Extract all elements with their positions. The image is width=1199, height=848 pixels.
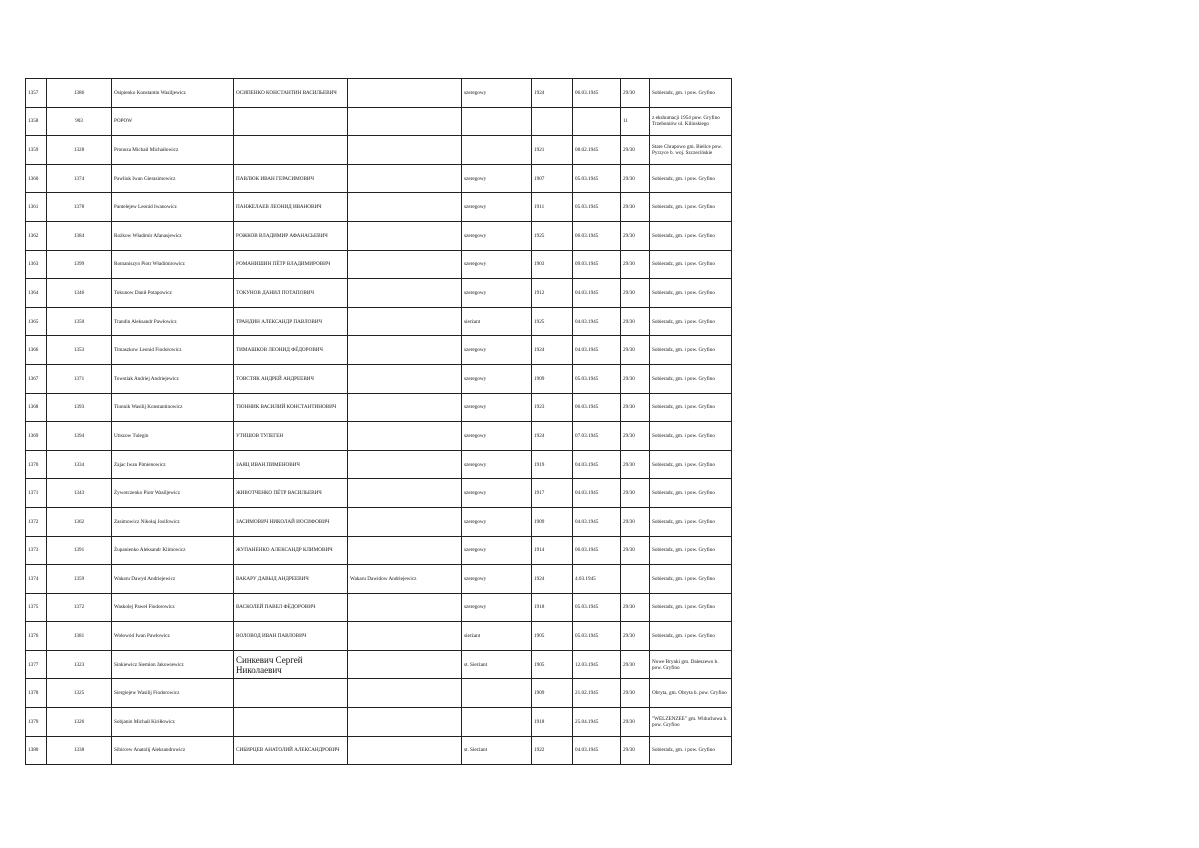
cell-name-russian: ТЮННИК ВАСИЛИЙ КОНСТАНТИНОВИЧ [234, 393, 348, 422]
cell-name-russian: ЖУПАНЕНКО АЛЕКСАНДР КЛИМОВИЧ [234, 536, 348, 565]
table-row [26, 393, 732, 422]
cell-rank [462, 708, 532, 737]
cell-name-polish: Wołowód Iwan Pawłowicz [112, 622, 234, 651]
cell-lp: 1369 [26, 422, 47, 451]
cell-record-number: 1371 [47, 364, 112, 393]
cell-rank: st. Sierżant [462, 650, 532, 679]
cell-record-number: 1374 [47, 164, 112, 193]
cell-record-number: 1362 [47, 507, 112, 536]
cell-alternate-name [348, 593, 462, 622]
cell-birth-year: 1907 [532, 164, 573, 193]
cell-lp: 1377 [26, 650, 47, 679]
cell-record-number: 1378 [47, 193, 112, 222]
table-row [26, 307, 732, 336]
cell-name-polish: Waskolej Paweł Fiodorowicz [112, 593, 234, 622]
cell-name-russian [234, 136, 348, 165]
table-row [26, 250, 732, 279]
cell-lp: 1379 [26, 708, 47, 737]
table-row [26, 650, 732, 679]
table-row [26, 193, 732, 222]
cell-record-number: 1350 [47, 307, 112, 336]
cell-rank [462, 107, 532, 136]
cell-birth-year: 1925 [532, 307, 573, 336]
cell-rank: szeregowy [462, 593, 532, 622]
table-row [26, 736, 732, 765]
table-row [26, 708, 732, 737]
cell-name-russian: ВОЛОВОД ИВАН ПАВЛОВИЧ [234, 622, 348, 651]
cell-burial-place: z ekshumacji 1954 pow. Gryfino Trzebuniów ul. Kilinskiego [650, 107, 732, 136]
cell-burial-place: "WELZENZEE" gm. Widuchowa b. pow. Gryfino [650, 708, 732, 737]
cell-burial-place: Sobieradz, gm. i pow. Gryfino [650, 507, 732, 536]
cell-name-russian: ТОКУНОВ ДАНИЛ ПОТАПОВИЧ [234, 279, 348, 308]
cell-death-date: 04.03.1945 [573, 736, 621, 765]
cell-name-russian [234, 679, 348, 708]
table-row [26, 136, 732, 165]
cell-birth-year: 1924 [532, 79, 573, 108]
cell-name-russian: СИБИРЦЕВ АНАТОЛИЙ АЛЕКСАНДРОВИЧ [234, 736, 348, 765]
cell-name-russian: ПАНЖЕЛАЕВ ЛЕОНИД ИВАНОВИЧ [234, 193, 348, 222]
cell-lp: 1362 [26, 221, 47, 250]
cell-grave-number: 29/30 [621, 736, 650, 765]
cell-death-date: 05.03.1945 [573, 364, 621, 393]
cell-rank: szeregowy [462, 479, 532, 508]
cell-death-date: 04.03.1945 [573, 307, 621, 336]
cell-burial-place: Sobieradz, gm. i pow. Gryfino [650, 364, 732, 393]
cell-death-date: 05.03.1945 [573, 593, 621, 622]
cell-lp: 1365 [26, 307, 47, 336]
cell-grave-number: 29/30 [621, 336, 650, 365]
cell-birth-year: 1903 [532, 250, 573, 279]
cell-name-russian: ТОВСТЯК АНДРЕЙ АНДРЕЕВИЧ [234, 364, 348, 393]
cell-alternate-name [348, 79, 462, 108]
table-row [26, 450, 732, 479]
cell-lp: 1371 [26, 479, 47, 508]
table-row [26, 221, 732, 250]
cell-name-polish: Pronoza Michail Michaiłowicz [112, 136, 234, 165]
cell-record-number: 1334 [47, 450, 112, 479]
cell-rank: szeregowy [462, 422, 532, 451]
cell-name-polish: Pantelejew Leonid Iwanowicz [112, 193, 234, 222]
table-row [26, 507, 732, 536]
cell-birth-year: 1923 [532, 393, 573, 422]
cell-grave-number: 11 [621, 107, 650, 136]
cell-burial-place: Sobieradz, gm. i pow. Gryfino [650, 164, 732, 193]
cell-name-polish: Rożkow Władimir Afanasjewicz [112, 221, 234, 250]
cell-birth-year: 1909 [532, 364, 573, 393]
cell-rank: szeregowy [462, 450, 532, 479]
cell-name-russian: Синкевич Сергей Николаевич [234, 650, 348, 679]
table-row [26, 679, 732, 708]
cell-record-number: 903 [47, 107, 112, 136]
cell-alternate-name [348, 164, 462, 193]
cell-alternate-name [348, 364, 462, 393]
cell-death-date [573, 107, 621, 136]
table-row [26, 536, 732, 565]
cell-burial-place: Sobieradz, gm. i pow. Gryfino [650, 193, 732, 222]
cell-name-russian: ТИМАШКОВ ЛЕОНИД ФЁДОРОВИЧ [234, 336, 348, 365]
cell-death-date: 04.03.1945 [573, 507, 621, 536]
cell-name-russian: ЖИВОТЧЕНКО ПЁТР ВАСИЛЬЕВИЧ [234, 479, 348, 508]
cell-rank: szeregowy [462, 164, 532, 193]
cell-grave-number: 29/30 [621, 250, 650, 279]
cell-grave-number: 29/30 [621, 164, 650, 193]
cell-lp: 1376 [26, 622, 47, 651]
cell-rank: sierżant [462, 307, 532, 336]
cell-rank: szeregowy [462, 79, 532, 108]
cell-lp: 1378 [26, 679, 47, 708]
cell-name-polish: Osipienko Konstantin Wasiljewicz [112, 79, 234, 108]
cell-death-date: 07.03.1945 [573, 422, 621, 451]
cell-birth-year: 1925 [532, 221, 573, 250]
cell-lp: 1360 [26, 164, 47, 193]
cell-record-number: 1359 [47, 565, 112, 594]
cell-death-date: 12.03.1945 [573, 650, 621, 679]
cell-name-polish: Sibircew Anatolij Aleksandrowicz [112, 736, 234, 765]
cell-death-date: 08.02.1945 [573, 136, 621, 165]
cell-name-russian [234, 708, 348, 737]
cell-rank: szeregowy [462, 393, 532, 422]
cell-record-number: 1346 [47, 279, 112, 308]
cell-birth-year: 1914 [532, 536, 573, 565]
cell-burial-place: Stare Chrapowo gm. Bielice pow. Pyrzyce b. woj. Szczecińskie [650, 136, 732, 165]
cell-record-number: 1391 [47, 536, 112, 565]
cell-burial-place: Sobieradz, gm. i pow. Gryfino [650, 279, 732, 308]
cell-name-polish: Utiszow Tulegin [112, 422, 234, 451]
cell-rank [462, 679, 532, 708]
cell-grave-number: 29/30 [621, 393, 650, 422]
cell-grave-number: 29/30 [621, 479, 650, 508]
table-row [26, 79, 732, 108]
cell-name-polish: Sobjanin Michaił Kiriłłowicz [112, 708, 234, 737]
cell-birth-year: 1911 [532, 193, 573, 222]
cell-death-date: 04.03.1945 [573, 479, 621, 508]
cell-grave-number: 29/30 [621, 507, 650, 536]
cell-burial-place: Sobieradz, gm. i pow. Gryfino [650, 79, 732, 108]
table-row [26, 479, 732, 508]
cell-birth-year: 1909 [532, 507, 573, 536]
table-row [26, 336, 732, 365]
cell-alternate-name [348, 107, 462, 136]
cell-name-russian [234, 107, 348, 136]
cell-grave-number: 29/30 [621, 593, 650, 622]
cell-record-number: 1381 [47, 622, 112, 651]
cell-birth-year: 1922 [532, 736, 573, 765]
cell-name-russian: РОМАНИШИН ПЁТР ВЛАДИМИРОВИЧ [234, 250, 348, 279]
table-row [26, 279, 732, 308]
cell-alternate-name [348, 193, 462, 222]
cell-name-polish: Żywotczenko Piotr Wasiljewicz [112, 479, 234, 508]
table-row [26, 622, 732, 651]
cell-alternate-name [348, 307, 462, 336]
cell-name-polish: POPOW [112, 107, 234, 136]
cell-death-date: 05.03.1945 [573, 622, 621, 651]
cell-alternate-name [348, 679, 462, 708]
table-row [26, 164, 732, 193]
cell-name-polish: Timaszkow Leonid Fiodorowicz [112, 336, 234, 365]
cell-lp: 1357 [26, 79, 47, 108]
cell-burial-place: Sobieradz, gm. i pow. Gryfino [650, 536, 732, 565]
cell-rank: szeregowy [462, 336, 532, 365]
cell-record-number: 1326 [47, 708, 112, 737]
cell-name-polish: Pawliuk Iwan Gierasimowicz [112, 164, 234, 193]
cell-grave-number: 29/30 [621, 536, 650, 565]
cell-birth-year: 1924 [532, 336, 573, 365]
cell-rank: szeregowy [462, 279, 532, 308]
cell-name-russian: ОСИПЕНКО КОНСТАНТИН ВАСИЛЬЕВИЧ [234, 79, 348, 108]
cell-grave-number: 29/30 [621, 364, 650, 393]
cell-burial-place: Sobieradz, gm. i pow. Gryfino [650, 393, 732, 422]
cell-alternate-name [348, 136, 462, 165]
cell-rank: szeregowy [462, 193, 532, 222]
cell-burial-place: Sobieradz, gm. i pow. Gryfino [650, 307, 732, 336]
cell-rank: st. Sierżant [462, 736, 532, 765]
cell-record-number: 1394 [47, 422, 112, 451]
cell-record-number: 1399 [47, 250, 112, 279]
cell-alternate-name [348, 250, 462, 279]
cell-burial-place: Sobieradz, gm. i pow. Gryfino [650, 622, 732, 651]
cell-record-number: 1323 [47, 650, 112, 679]
cell-alternate-name [348, 450, 462, 479]
cell-grave-number [621, 565, 650, 594]
cell-grave-number: 29/30 [621, 221, 650, 250]
cell-birth-year: 1909 [532, 679, 573, 708]
cell-record-number: 1338 [47, 736, 112, 765]
cell-name-polish: Trandin Aleksandr Pawłowicz [112, 307, 234, 336]
cell-death-date: 06.03.1945 [573, 221, 621, 250]
table-row [26, 107, 732, 136]
cell-burial-place: Sobieradz, gm. i pow. Gryfino [650, 336, 732, 365]
cell-alternate-name [348, 507, 462, 536]
cell-birth-year: 1921 [532, 136, 573, 165]
cell-burial-place: Nowe Brynki gm. Daleszewo b. pow. Gryfino [650, 650, 732, 679]
table-row [26, 422, 732, 451]
cell-name-russian: ТРАНДИН АЛЕКСАНДР ПАВЛОВИЧ [234, 307, 348, 336]
cell-lp: 1373 [26, 536, 47, 565]
cell-record-number: 1372 [47, 593, 112, 622]
cell-name-russian: ВАКАРУ ДАВЫД АНДРЕЕВИЧ [234, 565, 348, 594]
cell-lp: 1367 [26, 364, 47, 393]
burial-register-table [25, 78, 732, 765]
cell-alternate-name: Wakaru Dawidow Andriejewicz [348, 565, 462, 594]
cell-grave-number: 29/30 [621, 422, 650, 451]
cell-death-date: 06.03.1945 [573, 79, 621, 108]
cell-birth-year [532, 107, 573, 136]
cell-death-date: 04.03.1945 [573, 450, 621, 479]
cell-alternate-name [348, 422, 462, 451]
cell-alternate-name [348, 221, 462, 250]
cell-grave-number: 29/30 [621, 136, 650, 165]
cell-lp: 1380 [26, 736, 47, 765]
cell-lp: 1363 [26, 250, 47, 279]
cell-lp: 1374 [26, 565, 47, 594]
cell-rank: szeregowy [462, 565, 532, 594]
cell-name-polish: Siergiejew Wasilij Fiodorowicz [112, 679, 234, 708]
cell-burial-place: Sobieradz, gm. i pow. Gryfino [650, 479, 732, 508]
cell-name-russian: ЗАЯЦ ИВАН ПИМЕНОВИЧ [234, 450, 348, 479]
cell-death-date: 05.03.1945 [573, 164, 621, 193]
table-row [26, 593, 732, 622]
cell-burial-place: Sobieradz, gm. i pow. Gryfino [650, 593, 732, 622]
table-row [26, 364, 732, 393]
cell-name-russian: РОЖКОВ ВЛАДИМИР АФАНАСЬЕВИЧ [234, 221, 348, 250]
cell-grave-number: 29/30 [621, 193, 650, 222]
cell-death-date: 04.03.1945 [573, 336, 621, 365]
cell-birth-year: 1917 [532, 479, 573, 508]
cell-record-number: 1328 [47, 136, 112, 165]
cell-grave-number: 29/30 [621, 708, 650, 737]
cell-grave-number: 29/30 [621, 450, 650, 479]
cell-name-polish: Sinkiewicz Siemion Jakowiewicz [112, 650, 234, 679]
cell-burial-place: Obryta, gm. Obryta b. pow. Gryfino [650, 679, 732, 708]
cell-birth-year: 1905 [532, 650, 573, 679]
cell-name-russian: ВАСКОЛЕЙ ПАВЕЛ ФЁДОРОВИЧ [234, 593, 348, 622]
table-row [26, 565, 732, 594]
cell-burial-place: Sobieradz, gm. i pow. Gryfino [650, 736, 732, 765]
cell-lp: 1368 [26, 393, 47, 422]
cell-record-number: 1353 [47, 336, 112, 365]
cell-lp: 1358 [26, 107, 47, 136]
cell-record-number: 1393 [47, 393, 112, 422]
cell-record-number: 1343 [47, 479, 112, 508]
cell-name-russian: УТИШОВ ТУЛЕГЕН [234, 422, 348, 451]
cell-record-number: 1386 [47, 79, 112, 108]
cell-grave-number: 29/30 [621, 79, 650, 108]
cell-death-date: 06.03.1945 [573, 393, 621, 422]
cell-lp: 1361 [26, 193, 47, 222]
cell-death-date: 25.04.1945 [573, 708, 621, 737]
cell-alternate-name [348, 622, 462, 651]
cell-birth-year: 1918 [532, 593, 573, 622]
cell-burial-place: Sobieradz, gm. i pow. Gryfino [650, 422, 732, 451]
cell-rank: szeregowy [462, 536, 532, 565]
cell-alternate-name [348, 393, 462, 422]
cell-rank: szeregowy [462, 364, 532, 393]
cell-death-date: 09.03.1945 [573, 250, 621, 279]
cell-name-polish: Tiunnik Wasilij Konstantinowicz [112, 393, 234, 422]
cell-record-number: 1325 [47, 679, 112, 708]
cell-rank: szeregowy [462, 507, 532, 536]
cell-alternate-name [348, 336, 462, 365]
cell-rank: szeregowy [462, 221, 532, 250]
cell-lp: 1359 [26, 136, 47, 165]
cell-lp: 1375 [26, 593, 47, 622]
cell-lp: 1364 [26, 279, 47, 308]
cell-alternate-name [348, 708, 462, 737]
cell-lp: 1372 [26, 507, 47, 536]
cell-lp: 1366 [26, 336, 47, 365]
cell-name-polish: Żupanienko Aleksandr Klimowicz [112, 536, 234, 565]
cell-burial-place: Sobieradz, gm. i pow. Gryfino [650, 221, 732, 250]
cell-burial-place: Sobieradz, gm. i pow. Gryfino [650, 565, 732, 594]
cell-name-polish: Towstiak Andriej Andriejewicz [112, 364, 234, 393]
cell-name-polish: Romaniszyn Piotr Władimirowicz [112, 250, 234, 279]
burial-register-page [25, 78, 731, 765]
cell-name-polish: Tokunow Danił Potapowicz [112, 279, 234, 308]
cell-name-russian: ПАВЛЮК ИВАН ГЕРАСИМОВИЧ [234, 164, 348, 193]
cell-birth-year: 1919 [532, 450, 573, 479]
cell-name-polish: Zasimowicz Nikołaj Josifowicz [112, 507, 234, 536]
cell-birth-year: 1905 [532, 622, 573, 651]
cell-grave-number: 29/30 [621, 307, 650, 336]
cell-grave-number: 29/30 [621, 650, 650, 679]
cell-death-date: 21.02.1945 [573, 679, 621, 708]
cell-alternate-name [348, 536, 462, 565]
cell-alternate-name [348, 736, 462, 765]
cell-name-russian: ЗАСИМОВИЧ НИКОЛАЙ ИОСИФОВИЧ [234, 507, 348, 536]
cell-burial-place: Sobieradz, gm. i pow. Gryfino [650, 450, 732, 479]
cell-rank: szeregowy [462, 250, 532, 279]
cell-death-date: 05.03.1945 [573, 193, 621, 222]
cell-burial-place: Sobieradz, gm. i pow. Gryfino [650, 250, 732, 279]
cell-grave-number: 29/30 [621, 622, 650, 651]
cell-birth-year: 1918 [532, 708, 573, 737]
cell-grave-number: 29/30 [621, 279, 650, 308]
cell-death-date: 04.03.1945 [573, 279, 621, 308]
cell-birth-year: 1924 [532, 422, 573, 451]
cell-lp: 1370 [26, 450, 47, 479]
cell-name-polish: Wakaru Dawyd Andriejewicz [112, 565, 234, 594]
cell-record-number: 1384 [47, 221, 112, 250]
cell-alternate-name [348, 279, 462, 308]
cell-rank [462, 136, 532, 165]
cell-death-date: 06.03.1945 [573, 536, 621, 565]
cell-death-date: 4.03.1945 [573, 565, 621, 594]
cell-name-polish: Zajac Iwan Pimienowicz [112, 450, 234, 479]
cell-grave-number: 29/30 [621, 679, 650, 708]
cell-rank: sierżant [462, 622, 532, 651]
cell-alternate-name [348, 650, 462, 679]
cell-birth-year: 1924 [532, 565, 573, 594]
cell-birth-year: 1912 [532, 279, 573, 308]
cell-alternate-name [348, 479, 462, 508]
